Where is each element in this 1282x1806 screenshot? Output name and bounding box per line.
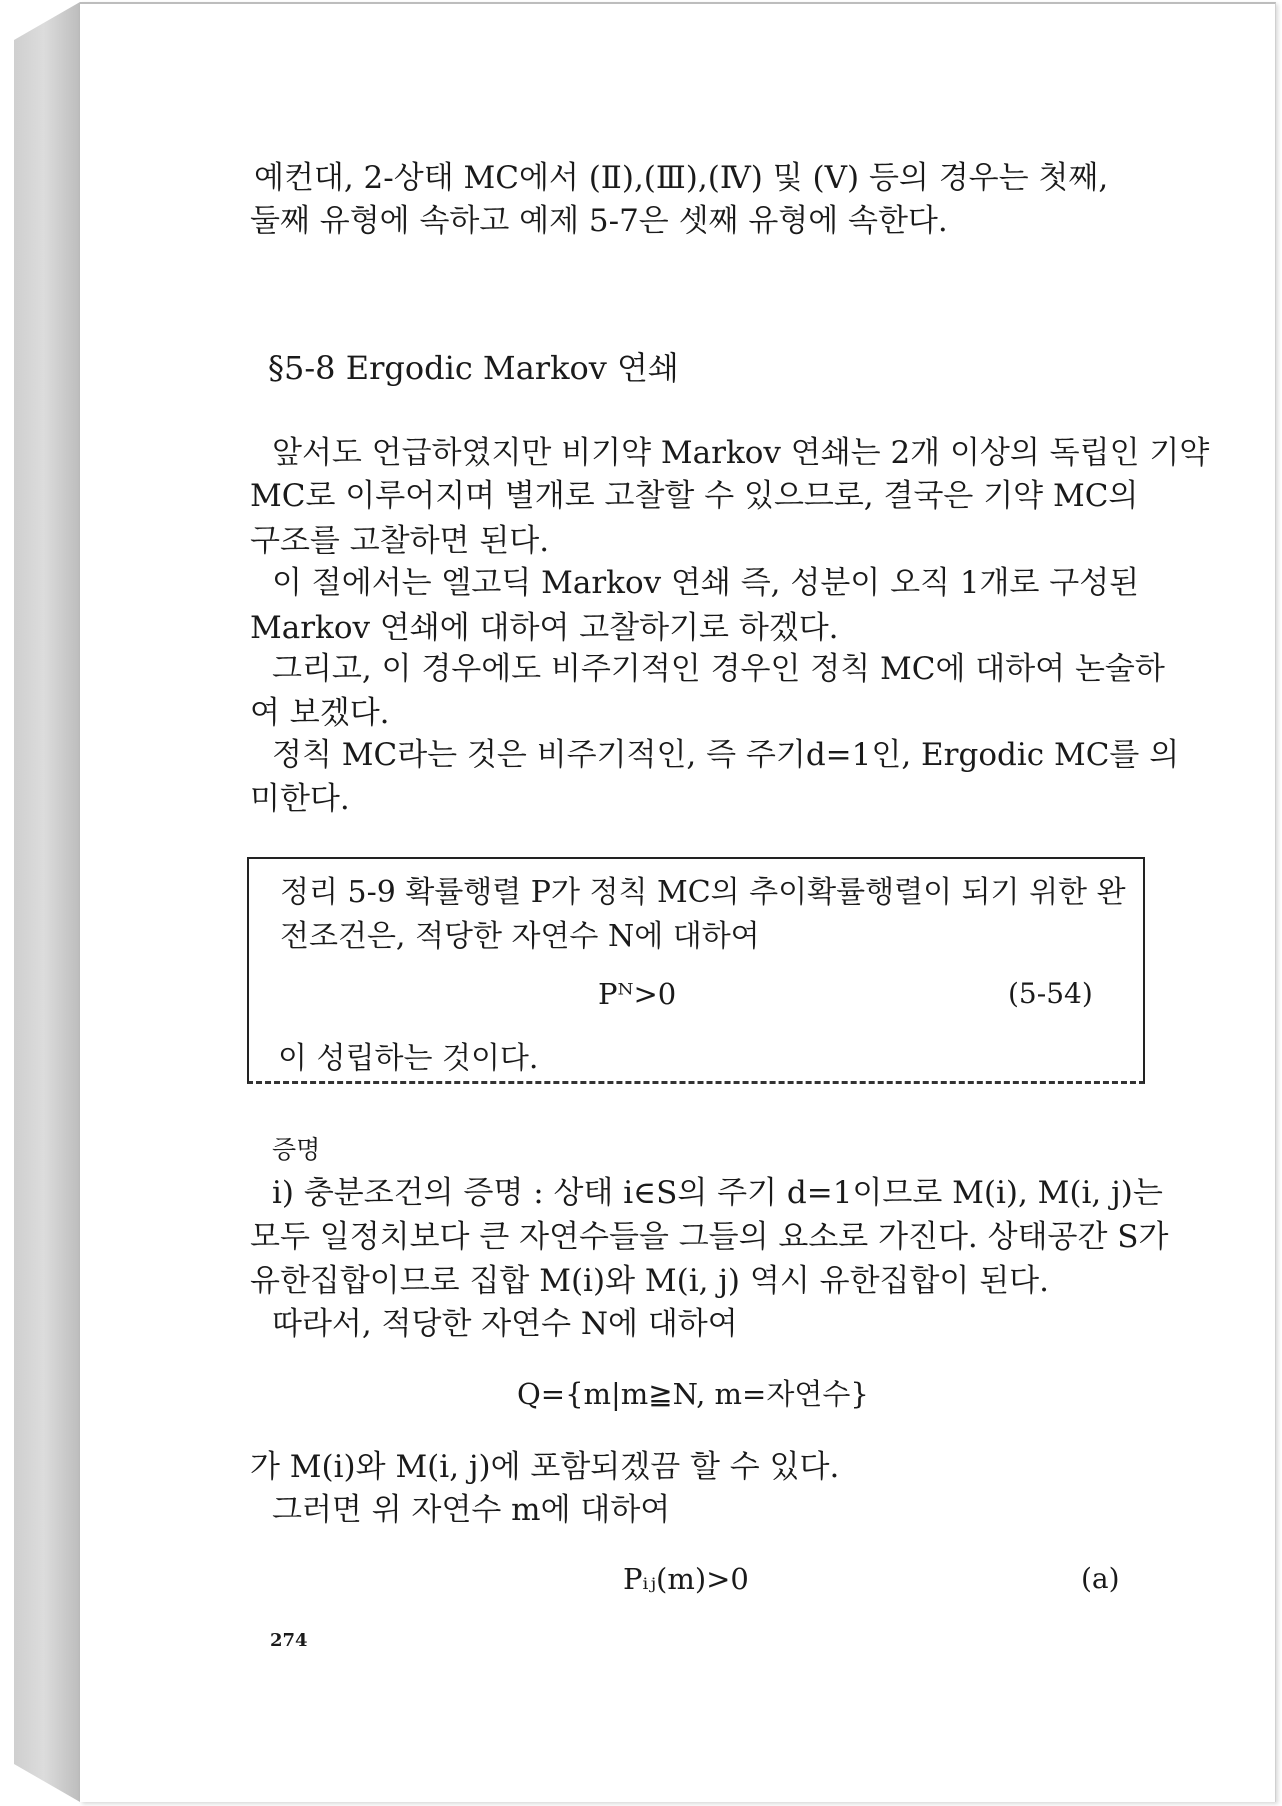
text-line: 그리고, 이 경우에도 비주기적인 경우인 정칙 MC에 대하여 논술하	[272, 651, 1165, 687]
book-spine	[14, 2, 80, 1802]
proof-equation: Q={m|m≧N, m=자연수}	[517, 1377, 869, 1411]
text-line: MC로 이루어지며 별개로 고찰할 수 있으므로, 결국은 기약 MC의	[250, 478, 1139, 514]
text-line: 미한다.	[250, 781, 350, 817]
theorem-text: 전조건은, 적당한 자연수 N에 대하여	[280, 919, 760, 954]
equation-number: (a)	[1081, 1562, 1120, 1595]
text-line: 가 M(i)와 M(i, j)에 포함되겠끔 할 수 있다.	[250, 1449, 840, 1485]
text-line: 여 보겠다.	[250, 695, 390, 731]
text-line: 예컨대, 2-상태 MC에서 (Ⅱ),(Ⅲ),(Ⅳ) 및 (Ⅴ) 등의 경우는 첫째,	[254, 160, 1109, 196]
section-heading: §5-8 Ergodic Markov 연쇄	[268, 349, 679, 387]
proof-title: 증명	[272, 1135, 321, 1164]
proof-equation: Pᵢⱼ(m)>0	[623, 1562, 749, 1596]
text-line: 이 절에서는 엘고딕 Markov 연쇄 즉, 성분이 오직 1개로 구성된	[272, 565, 1140, 601]
text-line: 정칙 MC라는 것은 비주기적인, 즉 주기d=1인, Ergodic MC를 의	[272, 737, 1180, 773]
text-line: 그러면 위 자연수 m에 대하여	[272, 1492, 671, 1528]
text-line: 따라서, 적당한 자연수 N에 대하여	[272, 1306, 738, 1342]
theorem-text: 정리 5-9 확률행렬 P가 정칙 MC의 추이확률행렬이 되기 위한 완	[280, 875, 1126, 910]
page-number: 274	[270, 1630, 308, 1651]
text-line: Markov 연쇄에 대하여 고찰하기로 하겠다.	[250, 610, 839, 646]
text-line: 앞서도 언급하였지만 비기약 Markov 연쇄는 2개 이상의 독립인 기약	[272, 435, 1210, 471]
text-line: 유한집합이므로 집합 M(i)와 M(i, j) 역시 유한집합이 된다.	[250, 1263, 1049, 1299]
text-line: 구조를 고찰하면 된다.	[250, 523, 550, 559]
theorem-text: 이 성립하는 것이다.	[278, 1041, 539, 1076]
text-line: i) 충분조건의 증명 : 상태 i∈S의 주기 d=1이므로 M(i), M(i, j)는	[272, 1175, 1163, 1211]
text-line: 모두 일정치보다 큰 자연수들을 그들의 요소로 가진다. 상태공간 S가	[250, 1219, 1169, 1255]
equation-number: (5-54)	[1008, 977, 1093, 1010]
theorem-equation: Pᴺ>0	[598, 977, 677, 1011]
text-line: 둘째 유형에 속하고 예제 5-7은 셋째 유형에 속한다.	[250, 203, 948, 239]
